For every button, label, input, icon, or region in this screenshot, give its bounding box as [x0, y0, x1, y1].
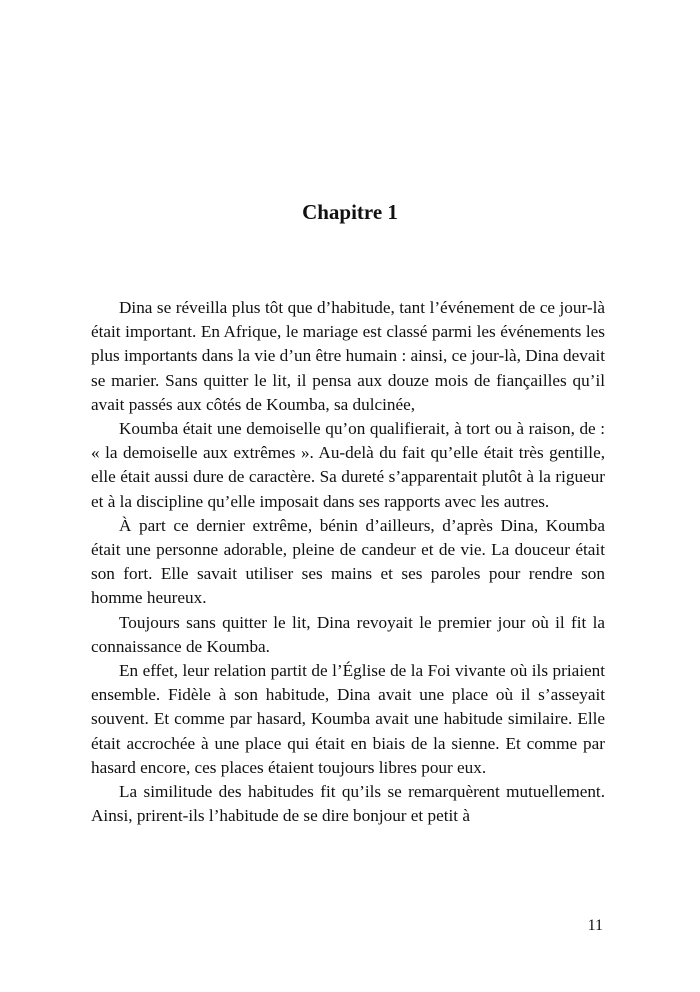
paragraph: À part ce dernier extrême, bénin d’ailleurs, d’après Dina, Koumba était une personne adorable, pleine de candeur et de vie. La douceur était son fort. Elle savait utiliser ses mains et ses paroles pour rendre son homme heureux.: [91, 515, 605, 608]
body-text: [91, 296, 605, 828]
chapter-title: Chapitre 1: [302, 200, 398, 224]
paragraph: En effet, leur relation partit de l’Église de la Foi vivante où ils priaient ensemble. Fidèle à son habitude, Dina avait une place où il s’asseyait souvent. Et comme par hasard, Koumba avait une habitude similaire. Elle était accrochée à une place qui était en biais de la sienne. Et comme par hasard encore, ces places étaient toujours libres pour eux.: [91, 661, 605, 777]
paragraph: Toujours sans quitter le lit, Dina revoyait le premier jour où il fit la connaissance de Koumba.: [91, 612, 605, 656]
paragraph: Dina se réveilla plus tôt que d’habitude, tant l’événement de ce jour-là était important. En Afrique, le mariage est classé parmi les événements les plus importants dans la vie d’un être humain : ainsi, ce jour-là, Dina devait se marier. Sans quitter le lit, il pensa aux douze mois de fiançailles qu’il avait passés aux côtés de Koumba, sa dulcinée,: [91, 298, 605, 414]
page-number: 11: [587, 917, 603, 934]
paragraph: La similitude des habitudes fit qu’ils se remarquèrent mutuellement. Ainsi, prirent-ils l’habitude de se dire bonjour et petit à: [91, 782, 605, 826]
paragraph: Koumba était une demoiselle qu’on qualifierait, à tort ou à raison, de : « la demoiselle aux extrêmes ». Au-delà du fait qu’elle était très gentille, elle était aussi dure de caractère. Sa dureté s’apparentait plutôt à la rigueur et à la discipline qu’elle imposait dans ses rapports avec les autres.: [91, 419, 605, 511]
